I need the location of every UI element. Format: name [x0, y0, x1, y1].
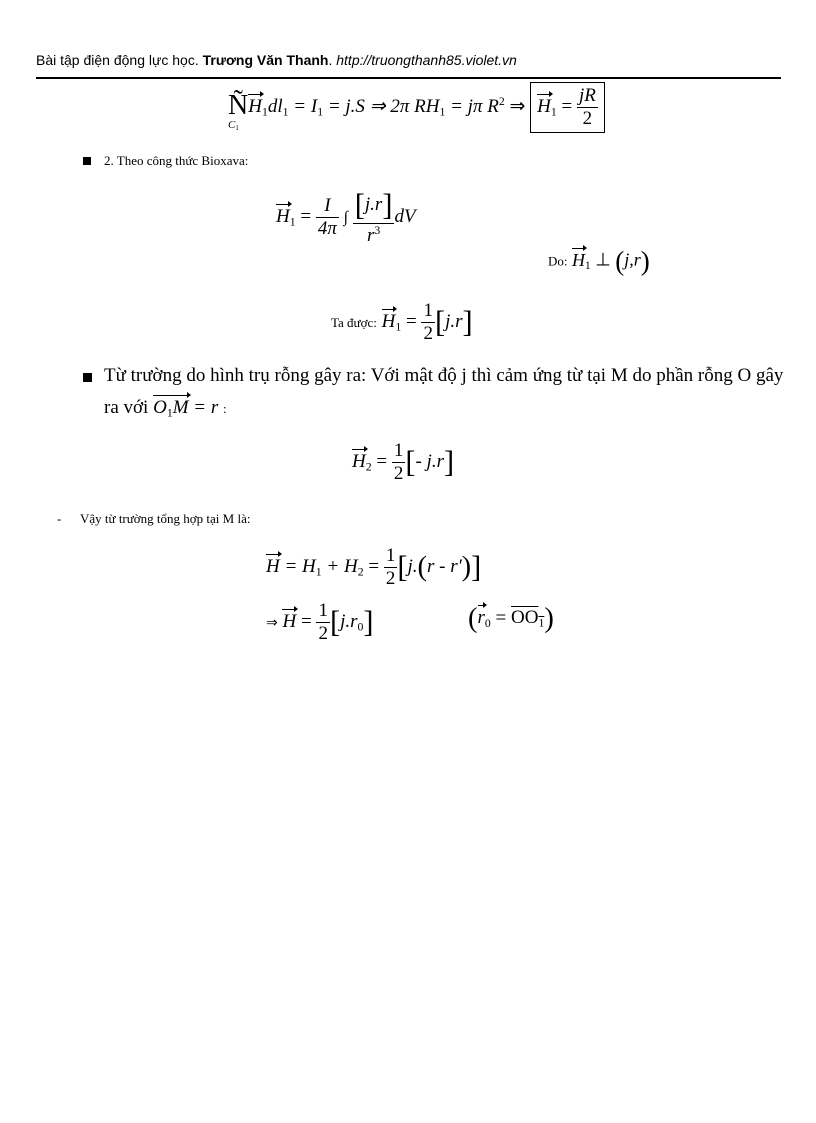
do-condition: Do: $H_1$ ⊥ (j,r): [548, 246, 650, 276]
item3-text-line2: ra với $O_1M = r$ :: [104, 397, 227, 420]
bullet-square: [83, 157, 91, 165]
item3-text-line1: Từ trường do hình trụ rỗng gây ra: Với mật độ j thì cảm ứng từ tại M do phần rỗng O gây: [104, 365, 784, 386]
item4-text: Vậy từ trường tổng hợp tại M là:: [80, 511, 251, 526]
header-rule: [36, 77, 781, 79]
boxed-result: $H_1$ = $\frac{jR}{2}$: [530, 82, 605, 133]
equation-ampere: $ÑH_1dl_1 = I_1 = j.S$ ⇒ 2π $RH_1 = j\pi$ $R^2$ ⇒ $H_1$ = $\frac{jR}{2}$: [228, 82, 605, 133]
equation-biot-savart: $H_1$ = $\frac{I}{4\pi}$ ∫ $\frac{[j.r]}{r^3}$ dV: [276, 188, 416, 247]
dash-bullet: -: [57, 511, 62, 526]
r0-definition: $(r_0 = OO_1)$: [468, 603, 554, 634]
page-header: Bài tập điện động lực học. Trương Văn Thanh. http://truongthanh85.violet.vn: [36, 52, 517, 68]
bullet-square: [83, 373, 92, 382]
equation-h-total: $H = H_1 + H_2$ = $\frac{1}{2}$ [j.(r - r')]: [266, 545, 482, 589]
equation-h2: $H_2$ = $\frac{1}{2}$ [- j.r]: [352, 440, 455, 484]
contour-integral-symbol: Ñ: [228, 89, 249, 121]
equation-h-result: ⇒ H = $\frac{1}{2}$ $[j.r_0]$: [266, 600, 374, 644]
ta-duoc-line: Ta được: $H_1$ = $\frac{1}{2}$ [j.r]: [331, 300, 473, 344]
contour-label: $C_1$: [228, 119, 239, 133]
header-prefix: Bài tập điện động lực học.: [36, 52, 199, 68]
header-author: Trương Văn Thanh: [202, 52, 329, 68]
header-url: http://truongthanh85.violet.vn: [336, 52, 517, 68]
item2-label: 2. Theo công thức Bioxava:: [104, 153, 249, 168]
